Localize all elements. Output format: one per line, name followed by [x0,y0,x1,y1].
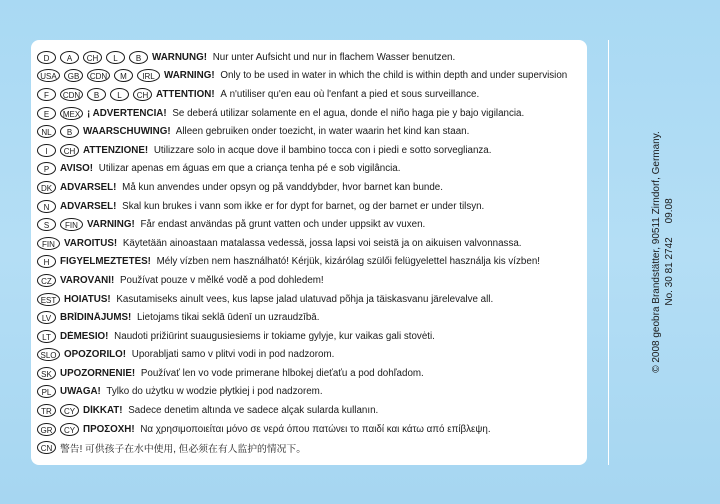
country-codes [37,441,60,454]
warning-row [37,420,583,439]
warning-text [60,312,319,323]
warning-body: Utilizar apenas em águas em que a criança tenha pé e sob vigilância. [96,163,401,175]
warning-body: Nur unter Aufsicht und nur in flachem Wasser benutzen. [209,51,456,63]
warning-row [37,234,583,253]
country-codes [37,218,87,231]
warning-text [60,182,443,193]
warning-text [83,145,491,156]
warning-body: Käytetään ainoastaan matalassa vedessä, jossa lapsi voi seistä ja on aikuisen valvonnassa. [120,237,522,249]
warning-heading: HOIATUS! [64,293,111,305]
warning-heading: UWAGA! [60,386,101,398]
warning-heading: VAROITUS! [64,237,118,249]
country-code-badge: FIN [37,237,60,250]
country-code-badge: S [37,218,56,231]
warning-list [37,48,583,457]
warning-row [37,85,583,104]
warning-text [83,424,491,435]
warning-row [37,67,583,86]
warning-row [37,122,583,141]
warning-row [37,290,583,309]
warning-text [60,386,323,397]
warning-body: Tylko do użytku w wodzie płytkiej i pod nadzorem. [103,386,323,398]
warning-text [60,256,540,267]
country-code-badge: CH [83,51,102,64]
warning-row [37,383,583,402]
copyright-line: © 2008 geobra Brandstätter, 90511 Zirndorf, Germany. [651,131,662,373]
warning-row [37,215,583,234]
country-code-badge: B [60,125,79,138]
warning-text [164,70,567,81]
warning-row [37,160,583,179]
country-code-badge: LT [37,330,56,343]
warning-row [37,401,583,420]
warning-body: Only to be used in water in which the child is within depth and under supervision [217,70,568,82]
warning-body: Utilizzare solo in acque dove il bambino tocca con i piedi e sotto sorveglianza. [151,144,492,156]
country-code-badge: FIN [60,218,83,231]
warning-row [37,253,583,272]
warning-row [37,308,583,327]
country-codes [37,125,83,138]
warning-text [64,294,493,305]
warning-heading: FIGYELMEZTETÉS! [60,256,151,268]
country-code-badge: NL [37,125,56,138]
country-codes [37,274,60,287]
country-codes [37,293,64,306]
country-code-badge: EST [37,293,60,306]
country-codes [37,330,60,343]
warning-text [64,349,334,360]
country-code-badge: TR [37,404,56,417]
warning-row [37,327,583,346]
country-code-badge: N [37,200,56,213]
country-code-badge: CH [133,88,152,101]
country-codes [37,200,60,213]
country-code-badge: D [37,51,56,64]
country-code-badge: L [110,88,129,101]
warning-body: À n'utiliser qu'en eau où l'enfant a pied et sous surveillance. [217,88,480,100]
warning-body: Να χρησιμοποιείται μόνο σε νερά όπου πατώνει το παιδί και κάτω από επίβλεψη. [137,423,491,435]
warning-heading: ADVARSEL! [60,181,117,193]
warning-heading: DĖMESIO! [60,330,109,342]
warning-text [87,108,524,119]
country-code-badge: F [37,88,56,101]
warning-heading: DİKKAT! [83,405,123,417]
warning-body: Kasutamiseks ainult vees, kus lapse jalad ulatuvad põhja ja täiskasvanu järelevalve all. [113,293,494,305]
warning-row [37,438,583,457]
warning-heading: WARNING! [164,70,215,82]
country-code-badge: PL [37,385,56,398]
warning-text [156,89,479,100]
country-code-badge: CH [60,144,79,157]
country-codes [37,69,164,82]
warning-row [37,271,583,290]
warning-text [87,219,425,230]
warning-body: Skal kun brukes i vann som ikke er for dypt for barnet, og der barnet er under tilsyn. [119,200,485,212]
country-code-badge: P [37,162,56,175]
article-number-line: No. 30 81 2742 09.08 [664,198,675,306]
warning-panel [31,40,587,465]
warning-heading: ATTENTION! [156,88,215,100]
warning-heading: AVISO! [60,163,94,175]
country-code-badge: M [114,69,133,82]
warning-body: Naudoti prižiūrint suaugusiesiems ir tokiame gylyje, kur vaikas gali stovėti. [111,330,435,342]
country-code-badge: H [37,255,56,268]
warning-text [64,238,522,249]
warning-body: Lietojams tikai seklā ūdenī un uzraudzībā. [134,312,320,324]
country-code-badge: IRL [137,69,160,82]
country-code-badge: B [87,88,106,101]
warning-body: 警告! 可供孩子在水中使用, 但必须在有人监护的情况下。 [60,443,307,455]
country-code-badge: CY [60,404,79,417]
country-code-badge: I [37,144,56,157]
warning-heading: ΠΡΟΣΟΧΗ! [83,423,135,435]
country-codes [37,385,60,398]
copyright-block [650,42,676,462]
country-codes [37,181,60,194]
country-code-badge: USA [37,69,60,82]
country-codes [37,88,156,101]
country-code-badge: MEX [60,107,83,120]
warning-heading: WARNUNG! [152,51,207,63]
country-codes [37,107,87,120]
warning-text [60,163,400,174]
warning-heading: OPOZORILO! [64,349,127,361]
warning-body: Se deberá utilizar solamente en el agua, donde el niño haga pie y bajo vigilancia. [169,107,525,119]
country-code-badge: E [37,107,56,120]
warning-row [37,346,583,365]
country-codes [37,162,60,175]
warning-row [37,197,583,216]
warning-heading: ADVARSEL! [60,200,117,212]
warning-heading: ATTENZIONE! [83,144,149,156]
warning-text [60,201,484,212]
country-codes [37,367,60,380]
country-code-badge: SLO [37,348,60,361]
country-codes [37,311,60,324]
country-code-badge: CY [60,423,79,436]
country-codes [37,51,152,64]
warning-row [37,104,583,123]
warning-heading: WAARSCHUWING! [83,126,171,138]
warning-text [60,368,424,379]
warning-heading: ¡ ADVERTENCIA! [87,107,167,119]
warning-heading: UPOZORNENIE! [60,367,136,379]
warning-text [152,52,455,63]
warning-row [37,48,583,67]
country-codes [37,348,64,361]
warning-body: Uporabljati samo v plitvi vodi in pod nadzorom. [129,349,335,361]
divider-line [608,40,609,465]
warning-body: Får endast användas på grunt vatten och under uppsikt av vuxen. [137,219,426,231]
warning-body: Používať len vo vode primerane hlbokej dieťaťu a pod dohľadom. [138,367,424,379]
warning-row [37,178,583,197]
country-code-badge: LV [37,311,56,324]
country-code-badge: CN [37,441,56,454]
warning-body: Må kun anvendes under opsyn og på vanddybder, hvor barnet kan bunde. [119,181,443,193]
warning-body: Používat pouze v mělké vodě a pod dohledem! [117,274,324,286]
warning-row [37,364,583,383]
warning-text [60,441,306,455]
country-code-badge: CDN [87,69,110,82]
country-code-badge: B [129,51,148,64]
warning-text [83,126,469,137]
warning-heading: VAROVÁNÍ! [60,274,115,286]
country-code-badge: CZ [37,274,56,287]
warning-text [83,405,378,416]
country-codes [37,255,60,268]
country-code-badge: CDN [60,88,83,101]
warning-heading: BRĪDINĀJUMS! [60,312,132,324]
warning-body: Alleen gebruiken onder toezicht, in water waarin het kind kan staan. [173,126,470,138]
warning-text [60,275,324,286]
country-code-badge: SK [37,367,56,380]
warning-body: Mély vízben nem használható! Kérjük, kizárólag szülői felügyelettel használja kis vízben! [153,256,540,268]
country-codes [37,237,64,250]
country-code-badge: L [106,51,125,64]
country-code-badge: A [60,51,79,64]
country-codes [37,144,83,157]
warning-heading: VARNING! [87,219,135,231]
country-code-badge: GB [64,69,83,82]
warning-body: Sadece denetim altında ve sadece alçak sularda kullanın. [125,405,379,417]
country-codes [37,423,83,436]
warning-row [37,141,583,160]
country-codes [37,404,83,417]
country-code-badge: DK [37,181,56,194]
country-code-badge: GR [37,423,56,436]
warning-text [60,331,435,342]
